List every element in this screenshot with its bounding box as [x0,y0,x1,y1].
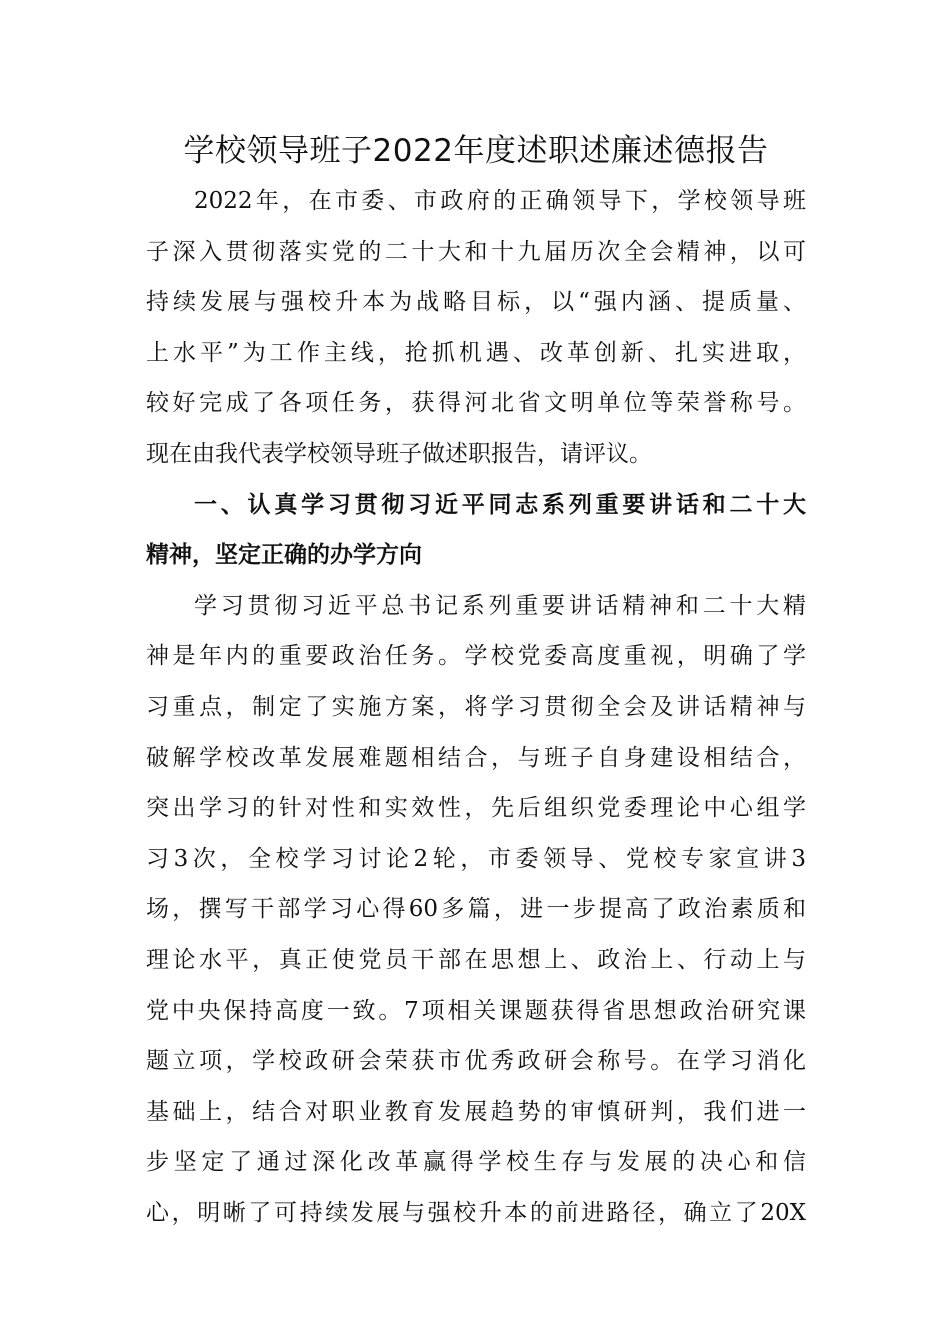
heading-line: 精神，坚定正确的办学方向 [146,542,422,569]
text-line: 心，明晰了可持续发展与强校升本的前进路径，确立了20X [146,1199,806,1226]
text-line: 党中央保持高度一致。7项相关课题获得省思想政治研究课 [146,997,806,1024]
text-line: 2022年，在市委、市政府的正确领导下，学校领导班 [194,188,806,214]
text-line: 破解学校改革发展难题相结合，与班子自身建设相结合， [146,744,806,771]
document-page [146,126,806,1238]
text-line: 基础上，结合对职业教育发展趋势的审慎研判，我们进一 [146,1098,806,1125]
text-line: 现在由我代表学校领导班子做述职报告，请评议。 [146,440,652,467]
text-line: 上水平”为工作主线，抢抓机遇、改革创新、扎实进取， [146,339,806,366]
text-line: 子深入贯彻落实党的二十大和十九届历次全会精神，以可 [146,238,806,265]
intro-paragraph [146,176,806,480]
text-line: 习重点，制定了实施方案，将学习贯彻全会及讲话精神与 [146,693,806,720]
text-line: 较好完成了各项任务，获得河北省文明单位等荣誉称号。 [146,390,806,417]
section-1-body [146,581,806,1239]
text-line: 理论水平，真正使党员干部在思想上、政治上、行动上与 [146,946,806,973]
text-line: 持续发展与强校升本为战略目标，以“强内涵、提质量、 [146,289,806,316]
section-1-heading [146,480,806,581]
text-line: 突出学习的针对性和实效性，先后组织党委理论中心组学 [146,795,806,822]
text-line: 习3次，全校学习讨论2轮，市委领导、党校专家宣讲3 [146,845,806,872]
text-line: 题立项，学校政研会荣获市优秀政研会称号。在学习消化 [146,1048,806,1075]
text-line: 场，撰写干部学习心得60多篇，进一步提高了政治素质和 [146,896,806,923]
text-line: 神是年内的重要政治任务。学校党委高度重视，明确了学 [146,643,806,670]
document-title: 学校领导班子2022年度述职述廉述德报告 [183,133,769,169]
text-line: 学习贯彻习近平总书记系列重要讲话精神和二十大精 [194,592,806,619]
heading-line: 一、认真学习贯彻习近平同志系列重要讲话和二十大 [194,491,806,518]
text-line: 步坚定了通过深化改革赢得学校生存与发展的决心和信 [146,1149,806,1176]
